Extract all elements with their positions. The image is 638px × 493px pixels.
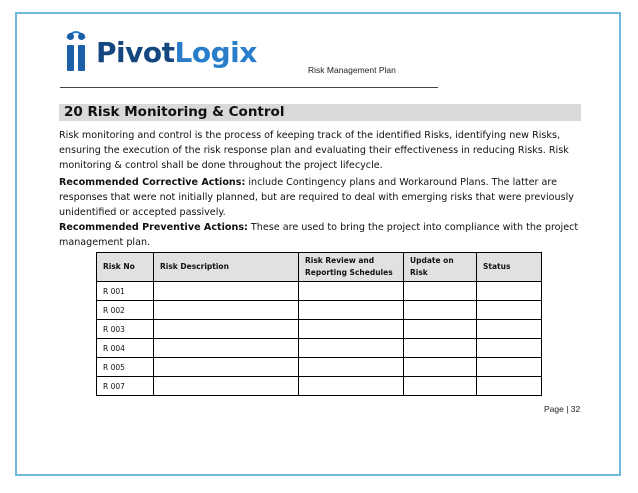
cell-risk-no: R 002 [97, 301, 154, 320]
cell-risk-no: R 003 [97, 320, 154, 339]
cell-risk-description [154, 358, 299, 377]
header-divider [60, 87, 438, 88]
table-row [97, 339, 542, 358]
corrective-actions-text: include Contingency plans and Workaround Plans. The latter are responses that were not initially planned, but are required to deal with emerging risks that were previously unidentified or accepted passively. [59, 177, 574, 218]
table-row [97, 282, 542, 301]
company-logo [66, 33, 257, 73]
cell-status [477, 358, 542, 377]
cell-risk-no: R 004 [97, 339, 154, 358]
cell-review-schedules [299, 282, 404, 301]
cell-risk-no: R 007 [97, 377, 154, 396]
cell-risk-description [154, 339, 299, 358]
cell-review-schedules [299, 320, 404, 339]
cell-status [477, 301, 542, 320]
table-row [97, 358, 542, 377]
cell-risk-no: R 001 [97, 282, 154, 301]
intro-paragraph: Risk monitoring and control is the process of keeping track of the identified Risks, identifying new Risks, ensuring the execution of the risk response plan and evaluating their effectiveness in reducing Risks. Risk monitoring & control shall be done throughout the project lifecycle. [59, 130, 569, 171]
page-number: Page | 32 [544, 404, 581, 414]
table-header-row [97, 253, 542, 282]
cell-status [477, 377, 542, 396]
cell-risk-no: R 005 [97, 358, 154, 377]
cell-update-on-risk [404, 282, 477, 301]
cell-status [477, 339, 542, 358]
cell-status [477, 282, 542, 301]
cell-review-schedules [299, 377, 404, 396]
header-review-schedules: Risk Review and Reporting Schedules [299, 253, 404, 282]
document-header-title: Risk Management Plan [308, 65, 396, 75]
header-risk-no: Risk No [97, 253, 154, 282]
section-heading [59, 104, 581, 121]
table-row [97, 320, 542, 339]
preventive-actions-paragraph [59, 220, 587, 250]
header-status: Status [477, 253, 542, 282]
corrective-actions-label: Recommended Corrective Actions: [59, 177, 246, 188]
cell-review-schedules [299, 339, 404, 358]
section-title: Risk Monitoring & Control [87, 104, 285, 120]
cell-update-on-risk [404, 358, 477, 377]
table-row [97, 301, 542, 320]
cell-update-on-risk [404, 320, 477, 339]
preventive-actions-label: Recommended Preventive Actions: [59, 222, 248, 233]
risk-monitoring-table [96, 252, 542, 396]
cell-review-schedules [299, 358, 404, 377]
cell-risk-description [154, 320, 299, 339]
cell-update-on-risk [404, 377, 477, 396]
cell-status [477, 320, 542, 339]
cell-risk-description [154, 282, 299, 301]
cell-review-schedules [299, 301, 404, 320]
table-row [97, 377, 542, 396]
cell-risk-description [154, 301, 299, 320]
section-number: 20 [64, 104, 83, 120]
header-update-on-risk: Update on Risk [404, 253, 477, 282]
cell-risk-description [154, 377, 299, 396]
cell-update-on-risk [404, 339, 477, 358]
logo-icon [66, 33, 88, 73]
cell-update-on-risk [404, 301, 477, 320]
header-risk-description: Risk Description [154, 253, 299, 282]
corrective-actions-paragraph [59, 175, 587, 220]
preventive-actions-text: These are used to bring the project into compliance with the project management plan. [59, 222, 579, 248]
logo-wordmark: PivotLogix [96, 36, 257, 69]
